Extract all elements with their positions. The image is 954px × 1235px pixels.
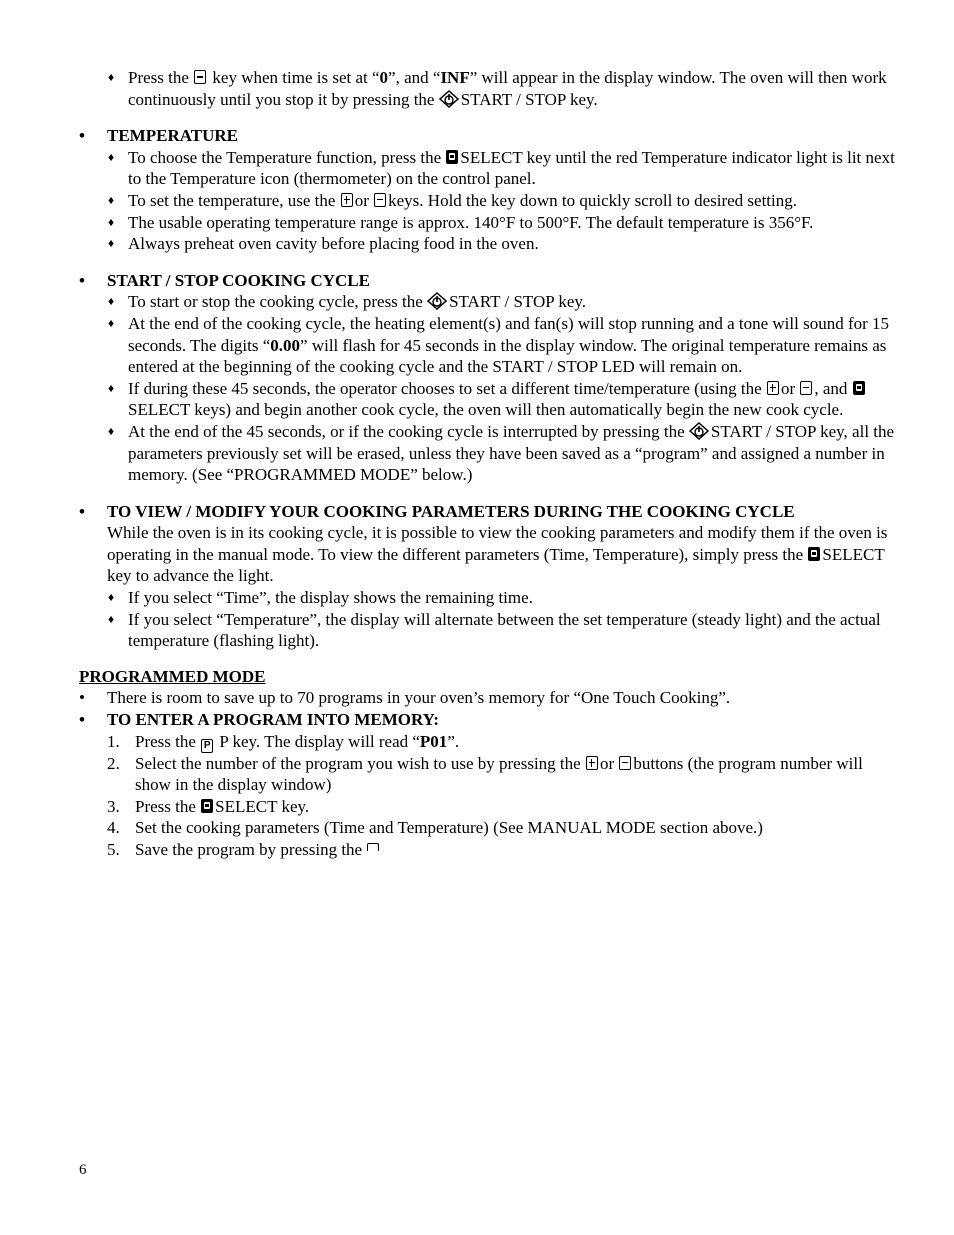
page-content	[79, 67, 899, 861]
list-item: ♦ At the end of the cooking cycle, the heating element(s) and fan(s) will stop running and a tone will sound for 15 seconds. The digits “0.00” will flash for 45 seconds in the display window. The original temperature remains as entered at the beginning of the cooking cycle and the START / STOP LED will remain on.	[108, 313, 890, 377]
diamond-bullet: ♦	[108, 315, 115, 330]
section-temperature-heading: • TEMPERATURE	[79, 126, 238, 146]
start-stop-key-icon	[439, 90, 459, 108]
page-number: 6	[79, 1162, 87, 1178]
dot-bullet: •	[79, 126, 85, 146]
select-key-icon	[201, 799, 213, 813]
start-stop-key-icon	[427, 292, 447, 310]
plus-key-icon	[586, 756, 598, 770]
list-item: ♦ If you select “Temperature”, the display will alternate between the set temperature (steady light) and the actual temperature (flashing light).	[108, 609, 881, 651]
numbered-step: 1. Press the P P key. The display will read “P01”.	[107, 731, 460, 751]
numbered-step: 5. Save the program by pressing the	[79, 839, 899, 861]
cut-off-key-icon	[367, 843, 379, 851]
diamond-bullet: ♦	[108, 380, 115, 395]
list-item: ♦ Always preheat oven cavity before placing food in the oven.	[108, 234, 539, 254]
programmed-mode-heading: PROGRAMMED MODE	[79, 666, 266, 686]
diamond-bullet: ♦	[108, 214, 115, 229]
numbered-step: 4. Set the cooking parameters (Time and Temperature) (See MANUAL MODE section above.)	[107, 818, 763, 838]
select-key-icon	[446, 150, 458, 164]
diamond-bullet: ♦	[108, 149, 115, 164]
minus-key-icon	[374, 193, 386, 207]
list-item: ♦ If during these 45 seconds, the operator chooses to set a different time/temperature (using the or , and SELECT keys) and begin another cook cycle, the oven will then automatically begin the new cook cycle.	[79, 378, 899, 421]
enter-program-heading: • TO ENTER A PROGRAM INTO MEMORY:	[79, 710, 440, 730]
select-key-icon	[853, 381, 865, 395]
numbered-step: 2. Select the number of the program you wish to use by pressing the or buttons (the program number will show in the display window)	[107, 753, 863, 795]
diamond-bullet: ♦	[108, 611, 115, 626]
diamond-bullet: ♦	[108, 423, 115, 438]
section-start-stop-heading: • START / STOP COOKING CYCLE	[79, 270, 370, 290]
dot-bullet: •	[79, 501, 85, 521]
dot-bullet: •	[79, 688, 85, 708]
minus-key-icon	[619, 756, 631, 770]
list-item: ♦ At the end of the 45 seconds, or if the cooking cycle is interrupted by pressing the START / STOP key, all the parameters previously set will be erased, unless they have been saved as a “program” and assigned a number in memory. (See “PROGRAMMED MODE” below.)	[108, 421, 895, 485]
list-item: ♦ To choose the Temperature function, press the SELECT key until the red Temperature indicator light is lit next to the Temperature icon (thermometer) on the control panel.	[108, 147, 895, 189]
minus-key-icon	[194, 70, 206, 84]
select-key-icon	[808, 547, 820, 561]
diamond-bullet: ♦	[108, 192, 115, 207]
view-modify-paragraph: While the oven is in its cooking cycle, it is possible to view the cooking parameters and modify them if the oven is operating in the manual mode. To view the different parameters (Time, Temperature), simply press the SELECT key to advance the light.	[107, 523, 888, 586]
list-item: ♦ The usable operating temperature range is approx. 140°F to 500°F. The default temperature is 356°F.	[108, 212, 814, 232]
list-item: • There is room to save up to 70 programs in your oven’s memory for “One Touch Cooking”.	[79, 688, 731, 708]
dot-bullet: •	[79, 710, 85, 730]
minus-key-icon	[800, 381, 812, 395]
p-key-icon: P	[201, 739, 213, 753]
list-item: ♦ To start or stop the cooking cycle, press the START / STOP key.	[108, 292, 587, 312]
diamond-bullet: ♦	[108, 590, 115, 605]
diamond-bullet: ♦	[108, 236, 115, 251]
start-stop-key-icon	[689, 422, 709, 440]
list-item: ♦ If you select “Time”, the display shows the remaining time.	[108, 588, 533, 608]
bullet-inf: ♦ Press the key when time is set at “0”, and “INF” will appear in the display window. The oven will then work continuously until you stop it by pressing the START / STOP key.	[108, 68, 887, 109]
section-view-modify-heading: • TO VIEW / MODIFY YOUR COOKING PARAMETERS DURING THE COOKING CYCLE	[79, 501, 795, 521]
plus-key-icon	[767, 381, 779, 395]
plus-key-icon	[341, 193, 353, 207]
diamond-bullet: ♦	[108, 70, 115, 84]
list-item: ♦ To set the temperature, use the or keys. Hold the key down to quickly scroll to desired setting.	[108, 190, 798, 210]
diamond-bullet: ♦	[108, 294, 115, 309]
dot-bullet: •	[79, 270, 85, 290]
numbered-step: 3. Press the SELECT key.	[107, 796, 310, 816]
